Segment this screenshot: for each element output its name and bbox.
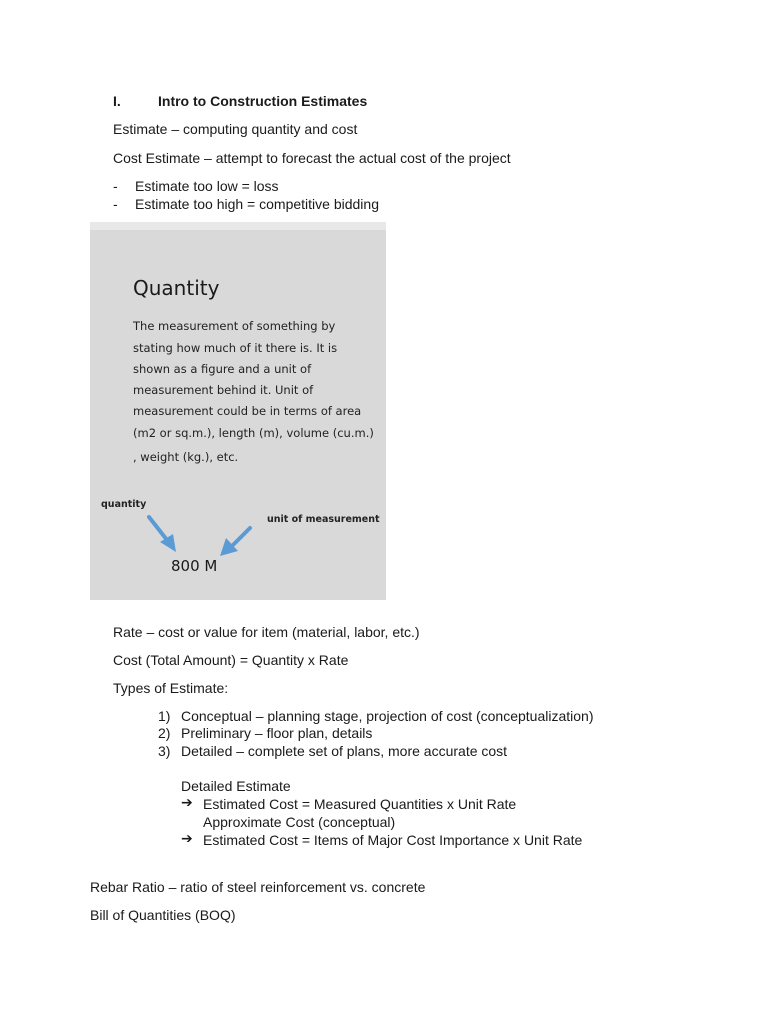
cost-formula: Cost (Total Amount) = Quantity x Rate xyxy=(113,652,349,668)
estimate-definition: Estimate – computing quantity and cost xyxy=(113,121,358,137)
bullet-item: Estimate too high = competitive bidding xyxy=(135,196,379,212)
unit-label: unit of measurement xyxy=(267,514,380,525)
list-item: Conceptual – planning stage, projection of cost (conceptualization) xyxy=(181,708,594,724)
figure-body-line: stating how much of it there is. It is xyxy=(133,341,338,355)
bullet-dash: - xyxy=(113,178,118,194)
figure-body-line: measurement behind it. Unit of xyxy=(133,383,314,397)
bullet-item: Estimate too low = loss xyxy=(135,178,279,194)
list-item: Detailed – complete set of plans, more accurate cost xyxy=(181,743,508,759)
quantity-label: quantity xyxy=(101,499,147,510)
figure-title: Quantity xyxy=(133,276,220,300)
right-arrow-icon: ➔ xyxy=(181,795,193,811)
bullet-dash: - xyxy=(113,196,118,212)
detailed-heading: Detailed Estimate xyxy=(181,778,291,794)
arrow-quantity-icon xyxy=(149,517,176,552)
boq-heading: Bill of Quantities (BOQ) xyxy=(90,907,236,923)
example-value: 800 M xyxy=(171,557,218,575)
figure-body-line: (m2 or sq.m.), length (m), volume (cu.m.) xyxy=(133,426,374,440)
arrow-unit-icon xyxy=(220,528,250,556)
quantity-figure xyxy=(90,222,386,600)
section-number: I. xyxy=(113,93,121,109)
list-number: 2) xyxy=(158,725,171,741)
section-title: Intro to Construction Estimates xyxy=(158,93,368,109)
pointer-arrows xyxy=(90,230,386,600)
approximate-formula: Estimated Cost = Items of Major Cost Importance x Unit Rate xyxy=(203,832,583,848)
figure-body-line: measurement could be in terms of area xyxy=(133,404,362,418)
rate-definition: Rate – cost or value for item (material, labor, etc.) xyxy=(113,624,420,640)
right-arrow-icon: ➔ xyxy=(181,831,193,847)
figure-body-line: The measurement of something by xyxy=(133,319,336,333)
approximate-heading: Approximate Cost (conceptual) xyxy=(203,814,396,830)
list-number: 1) xyxy=(158,708,171,724)
figure-body-line: shown as a figure and a unit of xyxy=(133,362,312,376)
list-number: 3) xyxy=(158,743,171,759)
list-item: Preliminary – floor plan, details xyxy=(181,725,373,741)
figure-body-line: , weight (kg.), etc. xyxy=(133,450,239,464)
cost-estimate-definition: Cost Estimate – attempt to forecast the actual cost of the project xyxy=(113,150,511,166)
types-heading: Types of Estimate: xyxy=(113,680,229,696)
rebar-ratio-definition: Rebar Ratio – ratio of steel reinforcement vs. concrete xyxy=(90,879,426,895)
detailed-formula: Estimated Cost = Measured Quantities x Unit Rate xyxy=(203,796,517,812)
